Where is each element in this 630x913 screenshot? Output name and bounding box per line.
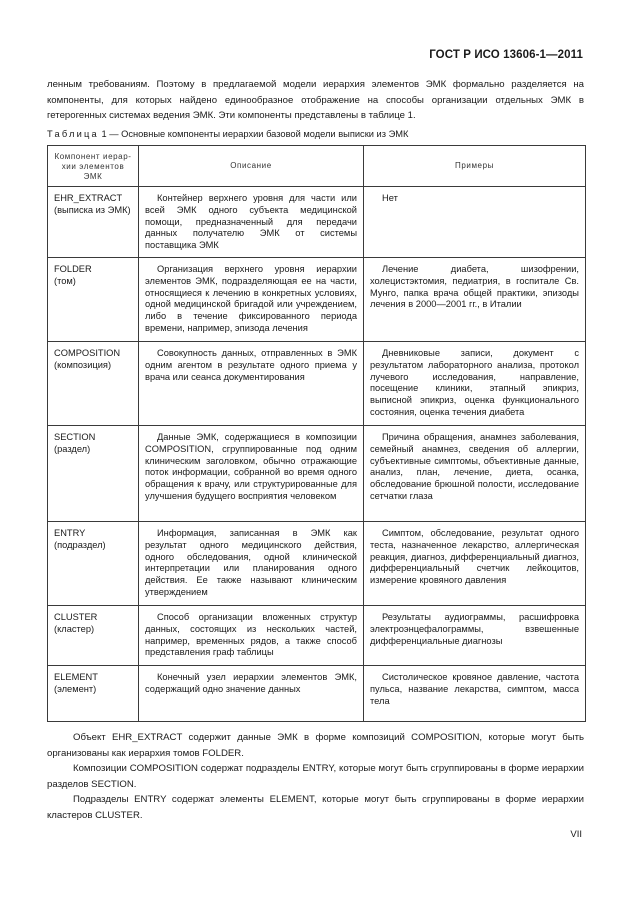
description-cell: Совокупность данных, отправленных в ЭМК одним агентом в результате одного приема у врача или сеанса документирования xyxy=(139,341,364,425)
component-name-ru: (композиция) xyxy=(54,359,112,370)
table-row xyxy=(48,341,586,425)
table-row xyxy=(48,425,586,521)
component-name-ru: (том) xyxy=(54,275,76,286)
component-cell xyxy=(48,257,139,341)
description-cell: Организация верхнего уровня иерархии элементов ЭМК, подразделяющая ее на части, относящиеся к лечению в конкретных условиях, одной медицинской бригадой или учреждением, либо в течение фиксированного периода времени, например, эпизода лечения xyxy=(139,257,364,341)
table-row xyxy=(48,521,586,605)
component-name-ru: (кластер) xyxy=(54,623,95,634)
standard-header: ГОСТ Р ИСО 13606-1—2011 xyxy=(429,49,583,61)
component-name: ELEMENT xyxy=(54,671,98,682)
component-name-ru: (элемент) xyxy=(54,683,97,694)
component-cell xyxy=(48,425,139,521)
description-cell: Контейнер верхнего уровня для части или всей ЭМК одного субъекта медицинской помощи, предназначенный для передачи данных получателю ЭМК от системы поставщика ЭМК xyxy=(139,187,364,258)
examples-cell: Систолическое кровяное давление, частота пульса, название лекарства, симптом, масса тела xyxy=(364,665,586,721)
body-text xyxy=(47,730,584,823)
examples-cell: Лечение диабета, шизофрении, холецистэктомия, педиатрия, в госпитале Св. Мунго, папка врача общей практики, эпизоды лечения в 2000—2001 гг., в Италии xyxy=(364,257,586,341)
description-cell: Данные ЭМК, содержащиеся в композиции COMPOSITION, сгруппированные под одним клиническим заголовком, обычно отражающие поток информации, собранной во время одного обращения к врачу, или структурированные для улучшения будущего восприятия человеком xyxy=(139,425,364,521)
component-name: SECTION xyxy=(54,431,96,442)
table-row xyxy=(48,665,586,721)
header-component: Компонент иерар-хии элементов ЭМК xyxy=(48,146,139,187)
body-paragraph: Композиции COMPOSITION содержат подразделы ENTRY, которые могут быть сгруппированы в форме иерархии разделов SECTION. xyxy=(47,763,584,790)
component-cell xyxy=(48,521,139,605)
component-name-ru: (выписка из ЭМК) xyxy=(54,204,131,215)
body-paragraph: Подразделы ENTRY содержат элементы ELEMENT, которые могут быть сгруппированы в форме иерархии кластеров CLUSTER. xyxy=(47,794,584,821)
examples-cell: Нет xyxy=(364,187,586,258)
component-cell xyxy=(48,341,139,425)
header-description: Описание xyxy=(139,146,364,187)
description-cell: Конечный узел иерархии элементов ЭМК, содержащий одно значение данных xyxy=(139,665,364,721)
table-caption xyxy=(47,129,408,139)
intro-text: ленным требованиям. Поэтому в предлагаемой модели иерархия элементов ЭМК формально разделяется на компоненты, для которых найдено единообразное отображение на способы организации отдельных ЭМК в гетерогенных системах ведения ЭМК. Эти компоненты представлены в таблице 1. xyxy=(47,79,584,121)
component-cell xyxy=(48,187,139,258)
table-row xyxy=(48,187,586,258)
component-name: CLUSTER xyxy=(54,611,98,622)
component-name: COMPOSITION xyxy=(54,347,121,358)
description-cell: Способ организации вложенных структур данных, состоящих из нескольких частей, например, временных рядов, а также способ представления граф таблицы xyxy=(139,605,364,665)
component-name-ru: (подраздел) xyxy=(54,539,106,550)
examples-cell: Дневниковые записи, документ с результатом лабораторного анализа, протокол лучевого исследования, направление, посещение клиники, этапный эпикриз, выписной эпикриз, оценка функционального состояния, оценка течения диабета xyxy=(364,341,586,425)
body-paragraph: Объект EHR_EXTRACT содержит данные ЭМК в форме композиций COMPOSITION, которые могут быть организованы как иерархия томов FOLDER. xyxy=(47,732,584,759)
table-caption-label: Таблица xyxy=(47,129,99,139)
component-name-ru: (раздел) xyxy=(54,443,91,454)
examples-cell: Симптом, обследование, результат одного теста, назначенное лекарство, аллергическая реакция, диагноз, дифференциальный диагноз, дифференциальный счетчик лейкоцитов, измерение кровяного давления xyxy=(364,521,586,605)
component-name: FOLDER xyxy=(54,263,92,274)
table-header-row xyxy=(48,146,586,187)
table-row xyxy=(48,257,586,341)
component-name: ENTRY xyxy=(54,527,86,538)
component-name: EHR_EXTRACT xyxy=(54,193,123,203)
component-cell xyxy=(48,605,139,665)
description-cell: Информация, записанная в ЭМК как результат одного медицинского действия, одного обследования, одной клинической интерпретации или планирования одного действия. Ее также называют клиническим утверждением xyxy=(139,521,364,605)
table-row xyxy=(48,605,586,665)
examples-cell: Результаты аудиограммы, расшифровка электроэнцефалограммы, взвешенные дифференциальные диагнозы xyxy=(364,605,586,665)
component-cell xyxy=(48,665,139,721)
examples-cell: Причина обращения, анамнез заболевания, семейный анамнез, сведения об аллергии, субъективные симптомы, объективные данные, анализ, план, лечение, диета, осанка, обследование брюшной полости, исследование сетчатки глаза xyxy=(364,425,586,521)
table-caption-text: 1 — Основные компоненты иерархии базовой модели выписки из ЭМК xyxy=(101,129,409,139)
intro-paragraph xyxy=(47,77,584,124)
components-table xyxy=(47,145,586,722)
header-examples: Примеры xyxy=(364,146,586,187)
page-number: VII xyxy=(570,829,582,840)
